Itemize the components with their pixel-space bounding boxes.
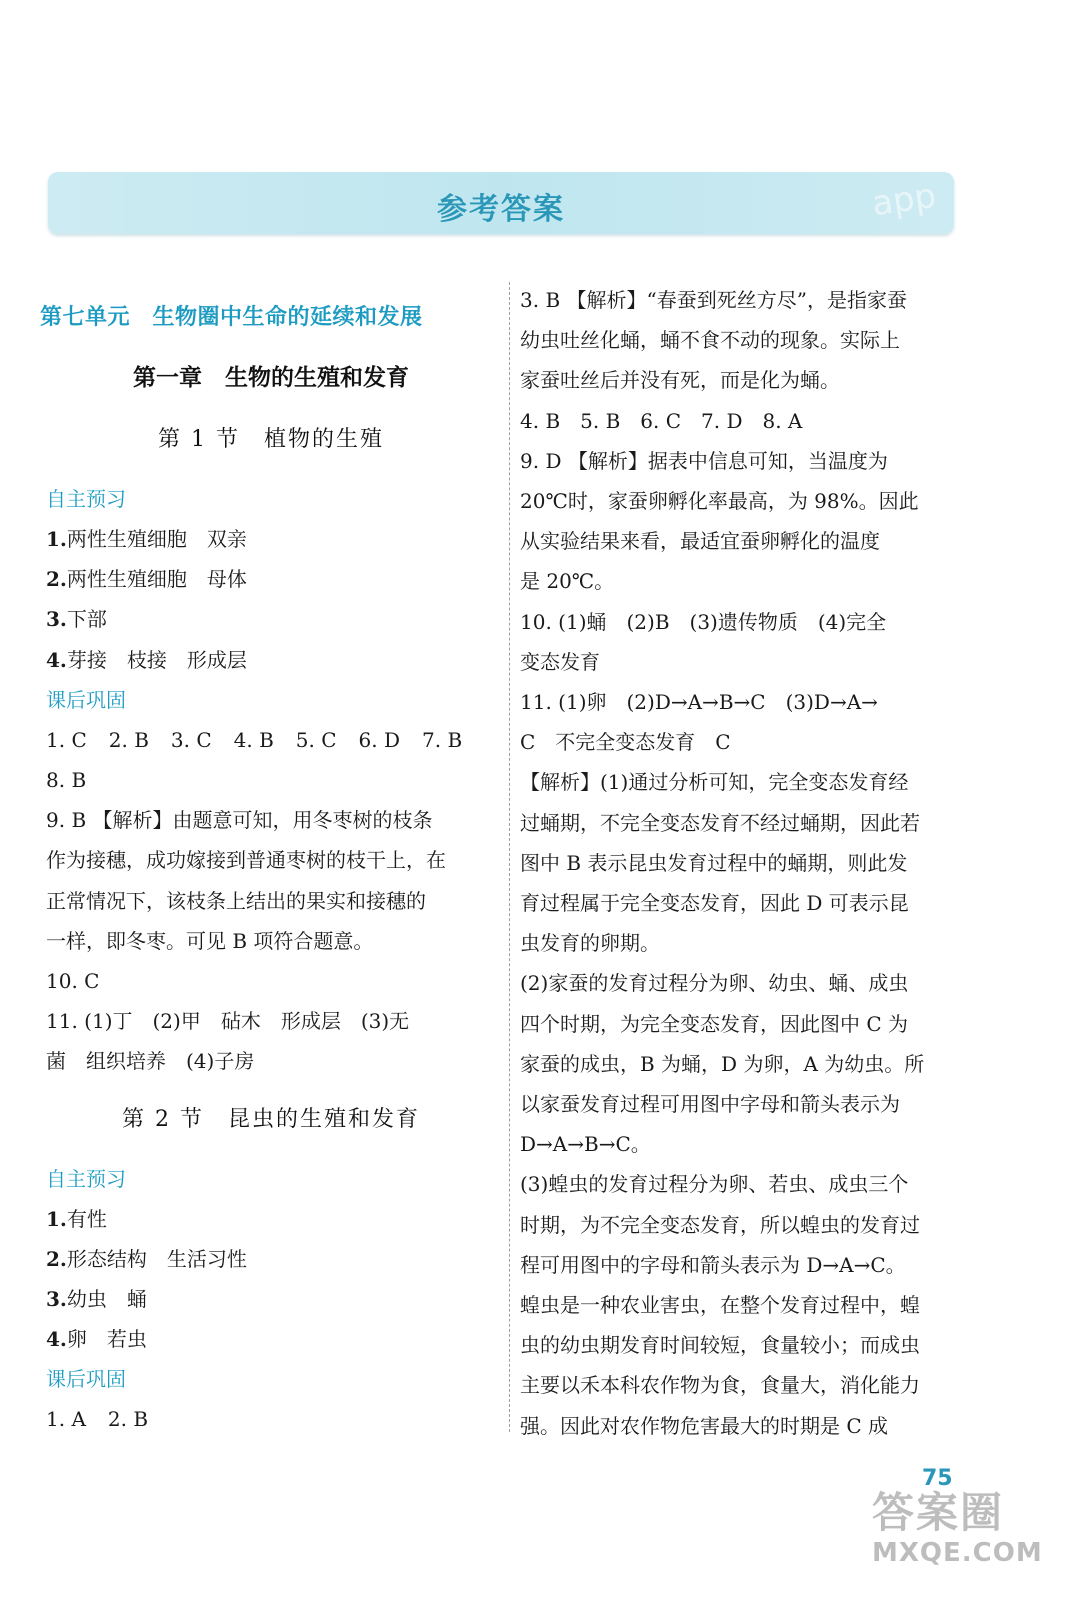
answer-line: 虫的幼虫期发育时间较短，食量较小；而成虫 — [520, 1333, 920, 1358]
answer-header-banner — [48, 172, 954, 234]
answer-line: 图中 B 表示昆虫发育过程中的蛹期，则此发 — [520, 850, 908, 875]
answer-line: 一样，即冬枣。可见 B 项符合题意。 — [46, 928, 374, 953]
answer-line: 3.下部 — [46, 607, 107, 632]
answer-line: 正常情况下，该枝条上结出的果实和接穗的 — [46, 888, 426, 913]
answer-line: 幼虫吐丝化蛹，蛹不食不动的现象。实际上 — [520, 328, 900, 353]
column-divider — [509, 282, 510, 1432]
answer-line: 11. (1)卵 (2)D→A→B→C (3)D→A→ — [520, 690, 878, 715]
answer-line: 家蚕吐丝后并没有死，而是化为蛹。 — [520, 368, 840, 393]
unit-title: 第七单元 生物圈中生命的延续和发展 — [40, 304, 423, 330]
answer-line: 20℃时，家蚕卵孵化率最高，为 98%。因此 — [520, 489, 919, 514]
answer-line: 4. B 5. B 6. C 7. D 8. A — [520, 408, 803, 433]
answer-line: 强。因此对农作物危害最大的时期是 C 成 — [520, 1413, 889, 1438]
answer-line: 变态发育 — [520, 649, 600, 674]
answer-line: 3. B 【解析】“春蚕到死丝方尽”，是指家蚕 — [520, 288, 907, 312]
banner-watermark: app — [869, 175, 939, 225]
answer-line: 作为接穗，成功嫁接到普通枣树的枝干上，在 — [46, 848, 446, 873]
answer-line: 程可用图中的字母和箭头表示为 D→A→C。 — [520, 1252, 906, 1277]
chapter-title: 第一章 生物的生殖和发育 — [133, 365, 409, 391]
answer-line: 2.两性生殖细胞 母体 — [46, 567, 247, 592]
answer-line: 3.幼虫 蛹 — [46, 1287, 147, 1312]
answer-line: 9. D 【解析】据表中信息可知，当温度为 — [520, 448, 888, 473]
answer-line: 过蛹期，不完全变态发育不经过蛹期，因此若 — [520, 810, 920, 835]
answer-line: 1. A 2. B — [46, 1407, 149, 1432]
answer-line: 育过程属于完全变态发育，因此 D 可表示昆 — [520, 891, 909, 916]
page-number: 75 — [922, 1466, 953, 1491]
answer-line: 8. B — [46, 768, 87, 793]
answer-line: 4.芽接 枝接 形成层 — [46, 647, 247, 672]
answer-line: (3)蝗虫的发育过程分为卵、若虫、成虫三个 — [520, 1172, 909, 1197]
answer-line: 蝗虫是一种农业害虫，在整个发育过程中，蝗 — [520, 1293, 920, 1318]
answer-line: 是 20℃。 — [520, 569, 615, 594]
answer-line: 时期，为不完全变态发育，所以蝗虫的发育过 — [520, 1212, 920, 1237]
right-column — [520, 280, 960, 1446]
answer-line: 1. C 2. B 3. C 4. B 5. C 6. D 7. B — [46, 727, 463, 752]
answer-line: 主要以禾本科农作物为食，食量大，消化能力 — [520, 1373, 920, 1398]
answer-line: 虫发育的卵期。 — [520, 931, 660, 956]
answer-line: 家蚕的成虫，B 为蛹，D 为卵，A 为幼虫。所 — [520, 1051, 925, 1076]
answer-line: 2.形态结构 生活习性 — [46, 1246, 247, 1271]
section-title-2: 第 2 节 昆虫的生殖和发育 — [122, 1106, 420, 1132]
answer-line: 4.卵 若虫 — [46, 1327, 147, 1352]
answer-line: 10. (1)蛹 (2)B (3)遗传物质 (4)完全 — [520, 609, 887, 634]
answer-line: 9. B 【解析】由题意可知，用冬枣树的枝条 — [46, 808, 433, 833]
answer-line: 菌 组织培养 (4)子房 — [46, 1049, 255, 1074]
category-label: 自主预习 — [46, 487, 126, 511]
answer-line: 四个时期，为完全变态发育，因此图中 C 为 — [520, 1011, 909, 1036]
page-title: 参考答案 — [437, 192, 565, 227]
left-column — [40, 300, 496, 1440]
category-label: 课后巩固 — [46, 1367, 126, 1392]
section-title-1: 第 1 节 植物的生殖 — [158, 427, 384, 452]
answer-line: D→A→B→C。 — [520, 1132, 651, 1157]
answer-line: 从实验结果来看，最适宜蚕卵孵化的温度 — [520, 529, 880, 554]
answer-line: 【解析】(1)通过分析可知，完全变态发育经 — [520, 770, 909, 795]
answer-line: 11. (1)丁 (2)甲 砧木 形成层 (3)无 — [46, 1009, 410, 1034]
answer-line: 以家蚕发育过程可用图中字母和箭头表示为 — [520, 1092, 900, 1117]
site-watermark: 答案圈 MXQE.COM — [872, 1488, 1043, 1568]
answer-line: 1.有性 — [46, 1206, 107, 1231]
answer-line: 1.两性生殖细胞 双亲 — [46, 527, 247, 551]
category-label: 课后巩固 — [46, 687, 126, 712]
category-label: 自主预习 — [46, 1166, 126, 1191]
answer-line: C 不完全变态发育 C — [520, 730, 731, 755]
answer-line: 10. C — [46, 969, 100, 994]
answer-line: (2)家蚕的发育过程分为卵、幼虫、蛹、成虫 — [520, 971, 909, 996]
